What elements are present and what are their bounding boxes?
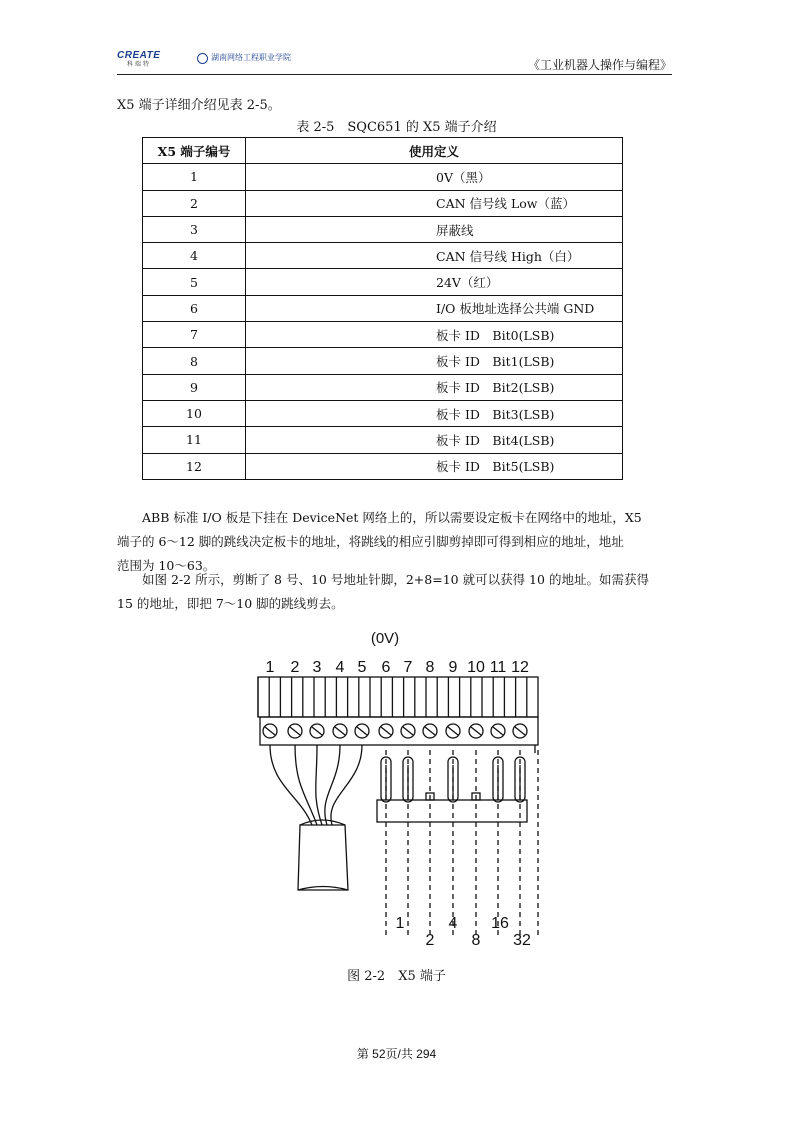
screw-slot [471, 727, 481, 735]
screw-slot [515, 727, 525, 735]
terminal-number: 3 [143, 216, 246, 242]
screw-slot [357, 727, 367, 735]
terminal-definition: 板卡 ID Bit1(LSB) [246, 348, 623, 374]
screw-slot [265, 727, 275, 735]
jumper-bar [377, 800, 527, 822]
pin-number: 12 [511, 659, 529, 676]
terminal-number: 6 [143, 295, 246, 321]
x5-terminal-table [142, 137, 623, 480]
terminal-definition: 24V（红） [246, 269, 623, 295]
paragraph-2 [117, 568, 677, 616]
bit-value-label: 2 [425, 932, 435, 949]
x5-terminal-diagram [230, 625, 560, 955]
pin-number: 8 [425, 659, 435, 676]
create-logo [117, 51, 179, 69]
pin-number: 11 [489, 659, 507, 676]
bit-value-label: 4 [448, 915, 458, 932]
terminal-definition: 板卡 ID Bit5(LSB) [246, 453, 623, 479]
intro-text: X5 端子详细介绍见表 2-5。 [117, 98, 281, 113]
table-row [143, 427, 623, 453]
table-row [143, 295, 623, 321]
table-row [143, 400, 623, 426]
screw-slot [312, 727, 322, 735]
pin-number: 3 [312, 659, 322, 676]
table-header-row [143, 138, 623, 164]
table-caption: 表 2-5 SQC651 的 X5 端子介绍 [296, 120, 497, 135]
terminal-number: 11 [143, 427, 246, 453]
bit-value-label: 32 [513, 932, 531, 949]
screw-slot [493, 727, 503, 735]
column-header-definition: 使用定义 [246, 138, 623, 164]
cable-jacket-top [300, 820, 345, 825]
page-footer: 第 52页/共 294 [356, 1047, 437, 1061]
terminal-definition: CAN 信号线 Low（蓝） [246, 190, 623, 216]
table-row [143, 269, 623, 295]
screw-slot [425, 727, 435, 735]
table-row [143, 374, 623, 400]
cable-wire [331, 745, 362, 825]
terminal-number: 1 [143, 164, 246, 190]
logo-brand: CREATE [117, 50, 161, 61]
table-row [143, 243, 623, 269]
paragraph-line: 端子的 6～12 脚的跳线决定板卡的地址，将跳线的相应引脚剪掉即可得到相应的地址，地址 [117, 534, 624, 549]
table-row [143, 190, 623, 216]
screw-slot [290, 727, 300, 735]
pin-number: 2 [290, 659, 300, 676]
table-row [143, 216, 623, 242]
screw-slot [381, 727, 391, 735]
terminal-definition: 板卡 ID Bit4(LSB) [246, 427, 623, 453]
screw-slot [403, 727, 413, 735]
top-label: (0V) [370, 630, 400, 647]
paragraph-line: 范围为 10～63。 [117, 558, 216, 573]
figure-caption: 图 2-2 X5 端子 [347, 969, 446, 984]
terminal-number: 7 [143, 322, 246, 348]
terminal-definition: 板卡 ID Bit0(LSB) [246, 322, 623, 348]
terminal-number: 2 [143, 190, 246, 216]
table-row [143, 348, 623, 374]
paragraph-line: 15 的地址，即把 7～10 脚的跳线剪去。 [117, 596, 344, 611]
school-emblem-icon [197, 53, 208, 64]
column-header-number: X5 端子编号 [143, 138, 246, 164]
pin-number: 4 [335, 659, 345, 676]
table-row [143, 322, 623, 348]
book-title: 《工业机器人操作与编程》 [527, 58, 672, 72]
terminal-definition: I/O 板地址选择公共端 GND [246, 295, 623, 321]
terminal-housing [258, 677, 538, 717]
terminal-number: 4 [143, 243, 246, 269]
table-row [143, 164, 623, 190]
pin-number: 6 [381, 659, 391, 676]
terminal-definition: CAN 信号线 High（白） [246, 243, 623, 269]
screw-slot [448, 727, 458, 735]
terminal-number: 9 [143, 374, 246, 400]
terminal-definition: 0V（黑） [246, 164, 623, 190]
terminal-number: 5 [143, 269, 246, 295]
terminal-number: 10 [143, 400, 246, 426]
page-header [117, 48, 672, 75]
table-row [143, 453, 623, 479]
school-logo [197, 52, 291, 64]
cable-wire [325, 745, 340, 825]
terminal-definition: 屏蔽线 [246, 216, 623, 242]
cable-wire [316, 745, 322, 825]
pin-number: 7 [403, 659, 413, 676]
cable-wire [270, 745, 312, 825]
cable-jacket [298, 825, 348, 890]
pin-number: 10 [467, 659, 485, 676]
pin-number: 1 [265, 659, 275, 676]
pin-number: 5 [357, 659, 367, 676]
pin-number: 9 [448, 659, 458, 676]
logo-sub: 科 瑞 特 [127, 61, 149, 68]
school-name: 湖南网络工程职业学院 [211, 53, 291, 62]
terminal-definition: 板卡 ID Bit2(LSB) [246, 374, 623, 400]
terminal-number: 12 [143, 453, 246, 479]
screw-slot [335, 727, 345, 735]
bit-value-label: 1 [395, 915, 405, 932]
terminal-number: 8 [143, 348, 246, 374]
paragraph-line: 如图 2-2 所示，剪断了 8 号、10 号地址针脚，2+8=10 就可以获得 10 的地址。如需获得 [117, 572, 649, 587]
bit-value-label: 8 [471, 932, 481, 949]
paragraph-line: ABB 标准 I/O 板是下挂在 DeviceNet 网络上的，所以需要设定板卡在网络中的地址，X5 [117, 510, 642, 525]
bit-value-label: 16 [491, 915, 509, 932]
terminal-definition: 板卡 ID Bit3(LSB) [246, 400, 623, 426]
